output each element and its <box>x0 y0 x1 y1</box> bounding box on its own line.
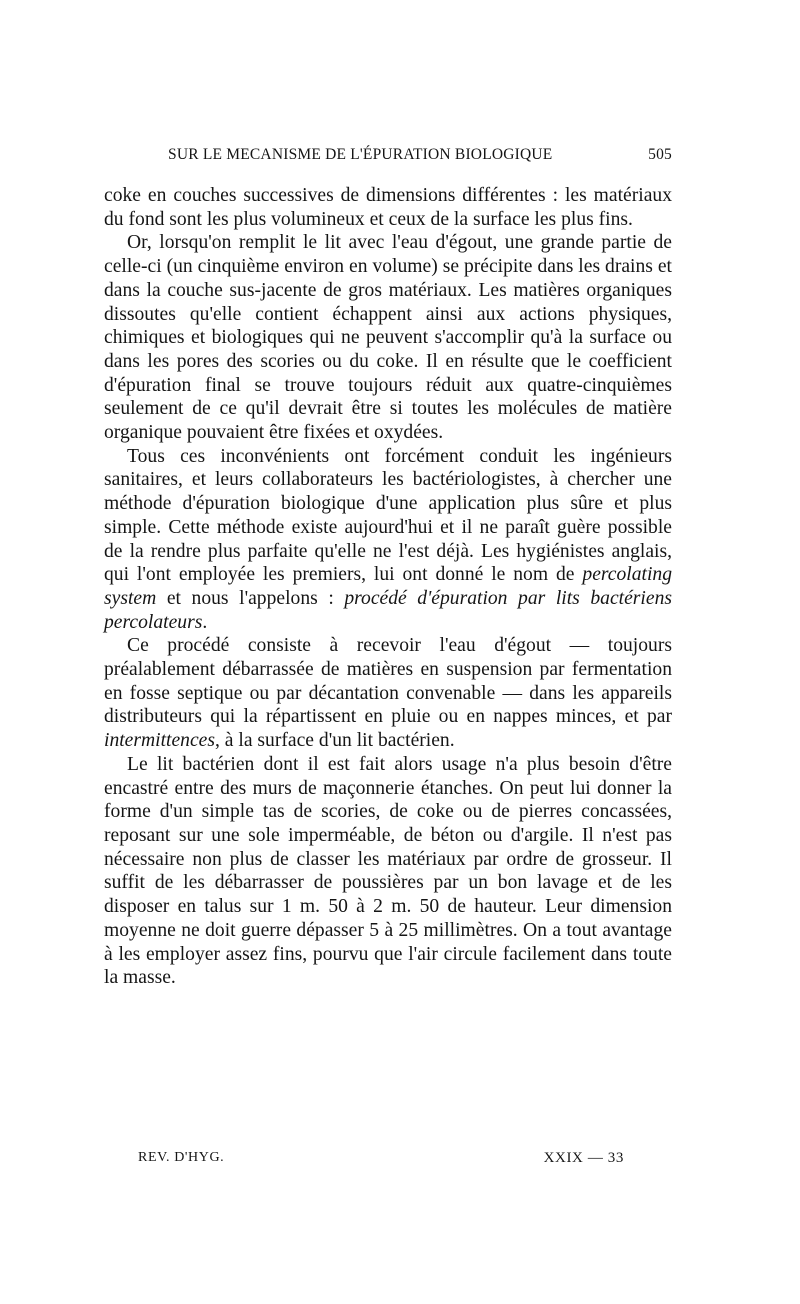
paragraph-3 <box>104 445 672 635</box>
body-text <box>104 184 672 990</box>
page-footer <box>104 1150 624 1172</box>
running-header <box>104 146 672 170</box>
italic-term-percolating-system: percolating system <box>104 564 672 609</box>
paragraph-3-text-2: et nous l'appelons : <box>156 587 345 609</box>
paragraph-4 <box>104 634 672 753</box>
italic-term-intermittences: intermittences <box>104 730 215 752</box>
paragraph-3-text-3: . <box>202 611 208 633</box>
italic-term-procede: procédé d'épuration par lits bactériens percolateurs <box>104 587 672 633</box>
paragraph-5: Le lit bactérien dont il est fait alors usage n'a plus besoin d'être encastré entre des murs de maçonnerie étanches. On peut lui donner la forme d'un simple tas de scories, de coke ou de pierres concassées, reposant sur une sole imperméable, de béton ou d'argile. Il n'est pas nécessaire non plus de classer les matériaux par ordre de grosseur. Il suffit de les débarrasser de poussières par un bon lavage et de les disposer en talus sur 1 m. 50 à 2 m. 50 de hauteur. Leur dimension moyenne ne doit guerre dépasser 5 à 25 millimètres. On a tout avantage à les employer assez fins, pourvu que l'air circule facilement dans toute la masse. <box>104 753 672 989</box>
signature-mark: XXIX — 33 <box>543 1150 624 1166</box>
paragraph-1: coke en couches successives de dimensions différentes : les matériaux du fond sont les plus volumineux et ceux de la surface les plus fins. <box>104 185 672 230</box>
page-number: 505 <box>648 146 672 163</box>
paragraph-4-text-1: Ce procédé consiste à recevoir l'eau d'égout — toujours préalablement débarrassée de matières en suspension par fermentation en fosse septique ou par décantation convenable — dans les appareils distributeurs qui la répartissent en pluie ou en nappes minces, et par <box>104 635 672 728</box>
paragraph-4-text-2: , à la surface d'un lit bactérien. <box>215 730 455 752</box>
paragraph-3-text-1: Tous ces inconvénients ont forcément conduit les ingénieurs sanitaires, et leurs collaborateurs les bactériologistes, à chercher une méthode d'épuration biologique d'une application plus sûre et plus simple. Cette méthode existe aujourd'hui et il ne paraît guère possible de la rendre plus parfaite qu'elle ne l'est déjà. Les hygiénistes anglais, qui l'ont employée les premiers, lui ont donné le nom de <box>104 445 672 586</box>
running-title: SUR LE MECANISME DE L'ÉPURATION BIOLOGIQUE <box>168 146 553 163</box>
journal-abbreviation: REV. D'HYG. <box>138 1150 225 1165</box>
paragraph-2: Or, lorsqu'on remplit le lit avec l'eau d'égout, une grande partie de celle-ci (un cinquième environ en volume) se précipite dans les drains et dans la couche sus-jacente de gros matériaux. Les matières organiques dissoutes qu'elle contient échappent ainsi aux actions physiques, chimiques et biologiques qui ne peuvent s'accomplir qu'à la surface ou dans les pores des scories ou du coke. Il en résulte que le coefficient d'épuration final se trouve toujours réduit aux quatre-cinquièmes seulement de ce qu'il devrait être si toutes les molécules de matière organique pouvaient être fixées et oxydées. <box>104 232 672 444</box>
